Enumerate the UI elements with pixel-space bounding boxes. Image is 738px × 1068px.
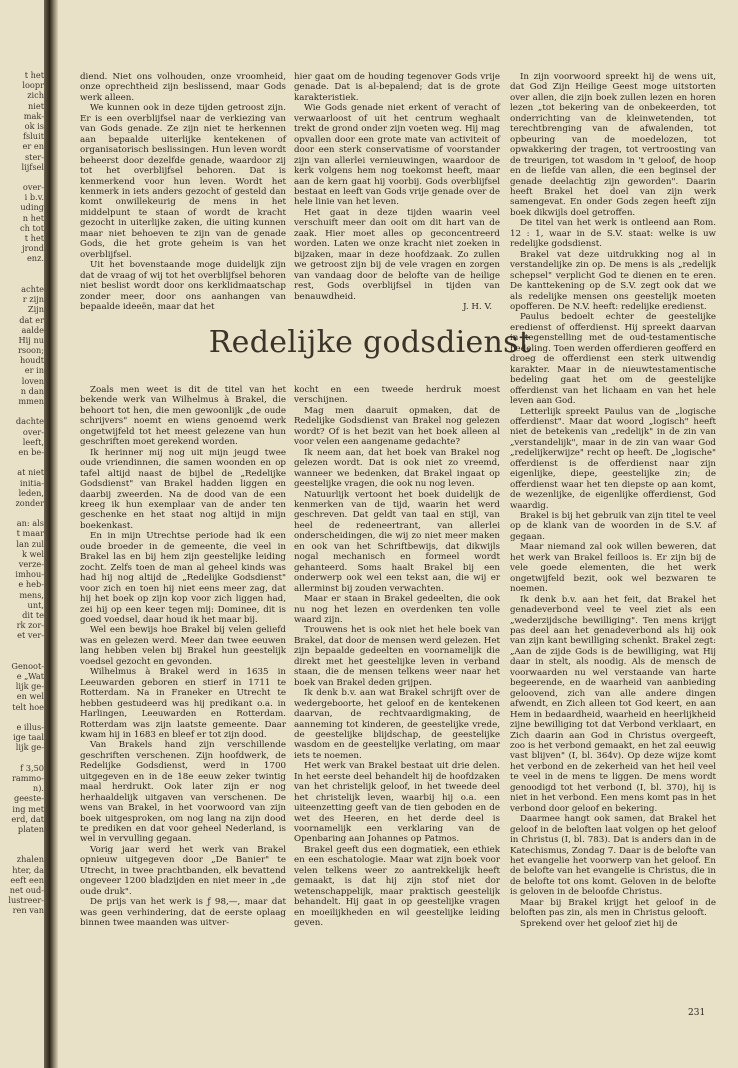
page-fold-shadow: [44, 0, 58, 1068]
paragraph: Vorig jaar werd het werk van Brakel opnieuw uitgegeven door „De Banier" te Utrecht, in twee prachtbanden, elk bevattend ongeveer 1200 bladzijden en niet meer in „de oude druk".: [80, 844, 286, 897]
strip-fragment: fsluit: [22, 131, 44, 142]
strip-fragment: t het: [24, 70, 44, 80]
strip-fragment: lijfsel: [21, 161, 44, 172]
strip-fragment: verze-: [18, 559, 44, 569]
strip-fragment: en wel: [16, 691, 44, 702]
article-title: Redelijke godsdienst: [208, 325, 532, 360]
paragraph: Letterlijk spreekt Paulus van de „logische offerdienst". Maar dat woord „logisch" heeft niet de betekenis van „redelijk" in de zin van „verstandelijk", maar in de zin van waar God „redelijkerwijze" recht op heeft. De „logische" offerdienst is de offerdienst naar zijn eigenlijke, diepe, geestelijke zin; de offerdienst waar het ten diepste op aan komt, de wezenlijke, de eigenlijke offerdienst, God waardig.: [510, 406, 716, 511]
strip-fragment: er in: [24, 365, 44, 376]
previous-page-strip: [0, 70, 44, 916]
bottom-column-2: [294, 385, 500, 997]
strip-fragment: loopr: [22, 80, 44, 91]
paragraph: De prijs van het werk is ƒ 98,—, maar dat was geen verhindering, dat de eerste oplaag binnen twee maanden was uitver-: [80, 897, 286, 929]
paragraph: Maar bij Brakel krijgt het geloof in de beloften pas zin, als men in Christus gelooft.: [510, 897, 716, 919]
strip-fragment: over-: [22, 182, 44, 193]
strip-fragment: zhalen: [16, 854, 44, 865]
paragraph: Het werk van Brakel bestaat uit drie delen. In het eerste deel behandelt hij de hoofdzaken van het christelijk geloof, in het tweede deel het christelijk leven, waarbij hij o.a. een uiteenzetting geeft van de tien geboden en de wet des Heeren, en het derde deel is voornamelijk een verklaring van de Openbaring aan Johannes op Patmos.: [294, 761, 500, 845]
strip-fragment: telt hoe: [12, 701, 44, 712]
strip-fragment: eeft een: [10, 874, 44, 885]
strip-fragment: lijk ge-: [15, 742, 44, 753]
strip-fragment: n).: [32, 783, 44, 794]
strip-fragment: mens,: [19, 589, 44, 600]
strip-fragment: zich: [27, 90, 44, 101]
strip-fragment: [0, 651, 44, 661]
top-column-1: [80, 72, 286, 312]
strip-fragment: Zijn: [27, 304, 44, 315]
strip-fragment: rsoon;: [17, 345, 44, 356]
strip-fragment: ch tot: [20, 222, 44, 233]
strip-fragment: t het: [24, 233, 44, 243]
strip-fragment: houdt: [19, 355, 44, 366]
strip-fragment: r zijn: [22, 294, 44, 305]
strip-fragment: at niet: [17, 467, 44, 478]
strip-fragment: geeste-: [13, 793, 44, 804]
strip-fragment: e heb-: [18, 579, 44, 590]
strip-fragment: [0, 172, 44, 182]
paragraph: Maar niemand zal ook willen beweren, dat het werk van Brakel feilloos is. Er zijn bij de vele goede elementen, die het werk ongetwijfeld bezit, ook wel bezwaren te noemen.: [510, 542, 716, 595]
paragraph: We kunnen ook in deze tijden getroost zijn. Er is een overblijfsel naar de verkiezing van van Gods genade. Ze zijn niet te herkennen aan bepaalde uiterlijke kentekenen of organisatorisch beslissingen. Hun leven wordt beheerst door dezelfde genade, waardoor zij tot het overblijfsel behoren. Dat is kenmerkend voor hun leven. Wordt het kenmerk in iets anders gezocht of gesteld dan komt onwillekeurig de mens in het middelpunt te staan of wordt de kracht gezocht in uiterlijke zaken, die uiting kunnen maar niet behoeven te zijn van de genade Gods, die het grote geheim is van het overblijfsel.: [80, 103, 286, 260]
strip-fragment: achte: [21, 283, 44, 294]
strip-fragment: mmen: [18, 396, 44, 406]
strip-fragment: hter, da: [12, 864, 44, 875]
strip-fragment: mak-: [23, 110, 44, 121]
strip-fragment: n dan: [20, 385, 44, 396]
right-column: [510, 72, 716, 996]
strip-fragment: e „Wat: [16, 671, 44, 682]
strip-fragment: initia-: [19, 477, 44, 488]
strip-fragment: net oud-: [9, 885, 44, 895]
paragraph: Natuurlijk vertoont het boek duidelijk de kenmerken van de tijd, waarin het werd geschreven. Dat geldt van taal en stijl, van heel de redeneertrant, van allerlei onderscheidingen, die wij zo niet meer maken en ook van het Schriftbewijs, dat dikwijls nogal mechanisch en formeel wordt gehanteerd. Soms haalt Brakel bij een onderwerp ook wel een tekst aan, die wij er allerminst bij zouden verwachten.: [294, 489, 500, 594]
strip-fragment: lijk ge-: [15, 681, 44, 692]
paragraph: diend. Niet ons volhouden, onze vroomheid, onze oprechtheid zijn beslissend, maar Gods werk alleen.: [80, 72, 286, 103]
strip-fragment: leden,: [18, 487, 44, 498]
strip-fragment: [0, 712, 44, 722]
strip-fragment: n het: [22, 212, 44, 223]
paragraph: Brakel vat deze uitdrukking nog al in verstandelijke zin op. De mens is als „redelijk schepsel" verplicht God te dienen en te eren. De kanttekening op de S.V. zegt ook dat we als redelijke mensen ons geestelijk moeten opofferen. De N.V. heeft: redelijke eredienst.: [510, 249, 716, 312]
strip-fragment: dat er: [19, 314, 44, 325]
strip-fragment: f 3,50: [20, 762, 44, 773]
strip-fragment: [0, 274, 44, 284]
paragraph: Ik denk b.v. aan wat Brakel schrijft over de wedergeboorte, het geloof en de kentekenen daarvan, de rechtvaardigmaking, de aanneming tot kinderen, de geestelijke vrede, de geestelijke blijdschap, de geestelijke wasdom en de geestelijke verlating, om maar iets te noemen.: [294, 688, 500, 761]
strip-fragment: over-: [22, 426, 44, 437]
strip-fragment: [0, 753, 44, 763]
strip-fragment: leeft,: [22, 436, 44, 447]
strip-fragment: lustreer-: [8, 895, 44, 906]
paragraph: Van Brakels hand zijn verschillende geschriften verschenen. Zijn hoofdwerk, de Redelijke Godsdienst, werd in 1700 uitgegeven en in de 18e eeuw zeker twintig maal herdrukt. Ook later zijn er nog herhaaldelijk uitgaven van verschenen. De wens van Brakel, in het voorwoord van zijn boek uitgesproken, om nog lang na zijn dood te prediken en dat voor geheel Nederland, is wel in vervulling gegaan.: [80, 740, 286, 845]
strip-fragment: jrond: [22, 243, 44, 254]
strip-fragment: [0, 834, 44, 844]
paragraph: Wie Gods genade niet erkent of veracht of verwaarloost of uit het centrum weghaalt trekt de grond onder zijn voeten weg. Hij mag opvallen door een grote mate van activiteit of door een sterk conservatisme of voorstander zijn van allerlei vernieuwingen, waardoor de kerk volgens hem nog toekomst heeft, maar aan de kern gaat hij voorbij. Gods overblijfsel bestaat en leeft van Gods vrije genade over de hele linie van het leven.: [294, 103, 500, 208]
page-number: 231: [688, 1008, 706, 1018]
paragraph: Ik neem aan, dat het boek van Brakel nog gelezen wordt. Dat is ook niet zo vreemd, wanneer we bedenken, dat Brakel ingaat op geestelijke vragen, die ook nu nog leven.: [294, 447, 500, 490]
paragraph: In zijn voorwoord spreekt hij de wens uit, dat God Zijn Heilige Geest moge uitstorten over allen, die zijn boek zullen lezen en horen lezen „tot bekering van de onbekeerden, tot onderrichting van de kleinwetenden, tot terechtbrenging van de afwalenden, tot opbeuring van de moedelozen, tot opwakkering der tragen, tot vertroosting van de treurigen, tot wasdom in 't geloof, de hoop en de liefde van allen, die een beginsel der genade deelachtig zijn geworden". Daarin heeft Brakel het doel van zijn werk samengevat. En onder Gods zegen heeft zijn boek dikwijls doel getroffen.: [510, 72, 716, 218]
strip-fragment: en be-: [18, 446, 44, 457]
strip-fragment: dachte: [15, 416, 44, 427]
strip-fragment: et ver-: [17, 630, 44, 641]
strip-fragment: [0, 508, 44, 518]
strip-fragment: imhou-: [15, 569, 44, 580]
paragraph: kocht en een tweede herdruk moest verschijnen.: [294, 385, 500, 406]
strip-fragment: [0, 641, 44, 651]
strip-fragment: ren van: [12, 905, 44, 916]
paragraph: hier gaat om de houding tegenover Gods vrije genade. Dat is al-bepalend; dat is de grote karakteristiek.: [294, 72, 500, 103]
paragraph: Mag men daaruit opmaken, dat de Redelijke Godsdienst van Brakel nog gelezen wordt? Of is het bezit van het boek alleen al voor velen een aangename gedachte?: [294, 405, 500, 448]
strip-fragment: erd, dat: [11, 813, 44, 824]
strip-fragment: [0, 844, 44, 854]
strip-fragment: k wel: [21, 548, 44, 559]
author-signature: J. H. V.: [463, 301, 492, 312]
strip-fragment: ster-: [24, 151, 44, 162]
strip-fragment: [0, 264, 44, 274]
paragraph: Wel een bewijs hoe Brakel bij velen geliefd was en gelezen werd. Meer dan twee eeuwen lang hebben velen bij Brakel hun geestelijk voedsel gezocht en gevonden.: [80, 625, 286, 667]
paragraph: Maar er staan in Brakel gedeelten, die ook nu nog het lezen en overdenken ten volle waard zijn.: [294, 594, 500, 625]
strip-fragment: e illus-: [16, 722, 44, 732]
paragraph: Het gaat in deze tijden waarin veel verschuift meer dan ooit om dit hart van de zaak. Hier moet alles op geconcentreerd worden. Laten we onze kracht niet zoeken in bijzaken, maar in deze hoofdzaak. Zo zullen we getroost zijn bij de vele vragen en zorgen van vandaag door de belofte van de heilige rest, Gods overblijfsel in tijden van benauwdheid.: [294, 207, 500, 302]
strip-fragment: an: als: [16, 518, 44, 529]
strip-fragment: platen: [17, 823, 44, 834]
strip-fragment: i b.v.: [24, 192, 44, 203]
paragraph: Paulus bedoelt echter de geestelijke eredienst of offerdienst. Hij spreekt daarvan in tegenstelling met de oud-testamentische bedeling. Toen werden offerdieren geofferd en droeg de offerdienst een sterk uitwendig karakter. Maar in de nieuwtestamentische bedeling gaat het om de geestelijke offerdienst van het lichaam en van het hele leven aan God.: [510, 312, 716, 407]
paragraph: Wilhelmus à Brakel werd in 1635 in Leeuwarden geboren en stierf in 1711 te Rotterdam. Na in Franeker en Utrecht te hebben gestudeerd was hij predikant o.a. in Harlingen, Leeuwarden en Rotterdam. Rotterdam was zijn laatste gemeente. Daar kwam hij in 1683 en bleef er tot zijn dood.: [80, 667, 286, 740]
strip-fragment: unt,: [27, 599, 44, 610]
strip-fragment: ing met: [12, 803, 44, 814]
strip-fragment: Hij nu: [18, 334, 44, 345]
strip-fragment: t maar: [16, 528, 44, 539]
bottom-column-1: [80, 385, 286, 997]
strip-fragment: ige taal: [13, 732, 44, 743]
paragraph: Uit het bovenstaande moge duidelijk zijn dat de vraag of wij tot het overblijfsel behoren niet beslist wordt door ons kerklidmaatschap zonder meer, door ons aanhangen van bepaalde ideeën, maar dat het: [80, 260, 286, 312]
strip-fragment: zonder: [15, 497, 44, 508]
strip-fragment: lan zul: [16, 538, 44, 549]
paragraph: En in mijn Utrechtse periode had ik een oude broeder in de gemeente, die veel in Brakel las en bij hem zijn geestelijke leiding zocht. Zelfs toen de man al geheel kinds was had hij nog altijd de „Redelijke Godsdienst" voor zich en toen hij niet eens meer zag, dat hij het boek op zijn kop voor zich liggen had, zei hij op een keer tegen mij: Dominee, dit is goed voedsel, daar houd ik het maar bij.: [80, 531, 286, 625]
paragraph: Brakel is bij het gebruik van zijn titel te veel op de klank van de woorden in de S.V. af gegaan.: [510, 511, 716, 542]
strip-fragment: uding: [20, 202, 44, 213]
paragraph: Zoals men weet is dit de titel van het bekende werk van Wilhelmus à Brakel, die behoort tot hen, die men gewoonlijk „de oude schrijvers" noemt en wiens genoemd werk ongetwijfeld tot het meest gelezene van hun geschriften moet gerekend worden.: [80, 385, 286, 448]
strip-fragment: [0, 406, 44, 416]
strip-fragment: aalde: [21, 324, 44, 335]
paragraph: Sprekend over het geloof ziet hij de: [520, 918, 678, 929]
strip-fragment: rk zor-: [16, 620, 44, 631]
paragraph: Ik denk b.v. aan het feit, dat Brakel het genadeverbond veel te veel ziet als een „wederzijdsche bewilliging". Ten mens krijgt pas deel aan het genadeverbond als hij ook van zijn kant bewilliging schenkt. Brakel zegt: „Aan de zijde Gods is de bewilliging, wat Hij daar in stelt, als noodig. Als de mensch de voorwaarden nu wel verstaande van harte begeerende, en de waarheid van aanbieding geloovend, zich van alle andere dingen afwendt, en Zich alleen tot God keert, en aan Hem in bedaardheid, waarheid en heerlijkheid zijne bewilliging tot dat Verbond verklaart, en Zich daarin aan God in Christus overgeeft, zoo is het verbond gemaakt, en het zal eeuwig vast blijven" (I, bl. 364v). Op deze wijze komt het verbond en de zekerheid van het heil veel te veel in de mens te liggen. De mens wordt genoodigd tot het verbond (I, bl. 370), hij is niet in het verbond. Een mens komt pas in het verbond door geloof en bekering.: [510, 594, 716, 814]
strip-fragment: enz.: [26, 253, 44, 264]
paragraph: Ik herinner mij nog uit mijn jeugd twee oude vriendinnen, die samen woonden en op tafel altijd naast de bijbel de „Redelijke Godsdienst" van Brakel hadden liggen en daarbij zweerden. Na de dood van de een kreeg ik hun exemplaar van de ander ten geschenke en het staat nog altijd in mijn boekenkast.: [80, 447, 286, 531]
top-column-2: [294, 72, 500, 312]
paragraph: De titel van het werk is ontleend aan Rom. 12 : 1, waar in de S.V. staat: welke is uw redelijke godsdienst.: [510, 218, 716, 250]
paragraph: Daarmee hangt ook samen, dat Brakel het geloof in de beloften laat volgen op het geloof in Christus (I, bl. 783). Dat is anders dan in de Katechismus, Zondag 7. Daar is de belofte van het evangelie het voorwerp van het geloof. En de belofte van het evangelie is Christus, die in de belofte tot ons komt. Geloven in de belofte is geloven in de beloofde Christus.: [510, 814, 716, 898]
strip-fragment: Genoot-: [11, 660, 44, 671]
strip-fragment: dit te: [22, 609, 44, 620]
strip-fragment: rammo-: [11, 772, 44, 783]
paragraph: Trouwens het is ook niet het hele boek van Brakel, dat door de mensen werd gelezen. Het zijn bepaalde gedeelten en voornamelijk die direkt met het geestelijke leven in verband staan, die de mensen telkens weer naar het boek van Brakel deden grijpen.: [294, 625, 500, 688]
strip-fragment: loven: [21, 375, 44, 386]
strip-fragment: er en: [22, 141, 44, 152]
strip-fragment: ok is: [24, 120, 44, 131]
strip-fragment: niet: [27, 100, 44, 111]
strip-fragment: [0, 457, 44, 467]
paragraph: Brakel geeft dus een dogmatiek, een ethiek en een eschatologie. Maar wat zijn boek voor velen telkens weer zo aantrekkelijk heeft gemaakt, is dat hij zijn stof niet dor wetenschappelijk, maar praktisch geestelijk behandelt. Hij gaat in op geestelijke vragen en moeilijkheden en wil geestelijke leiding geven.: [294, 844, 500, 929]
